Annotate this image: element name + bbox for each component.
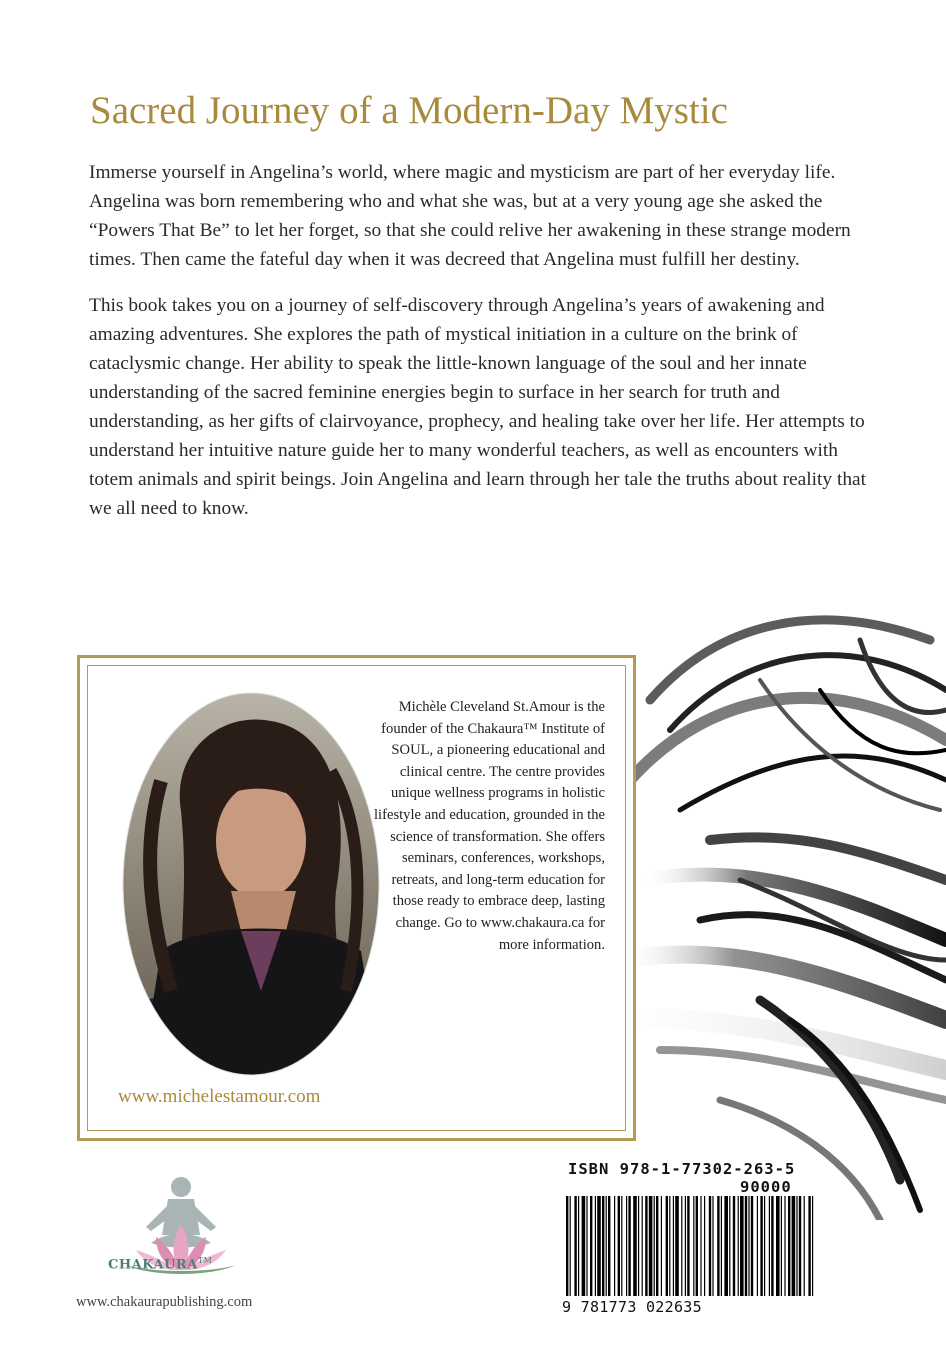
- barcode-bar: [733, 1196, 735, 1296]
- barcode-bar: [638, 1196, 639, 1296]
- blurb-paragraph-1: Immerse yourself in Angelina’s world, where magic and mysticism are part of her everyday life. Angelina was born remembering who and what she was, but at a very young age she asked the “Powers That Be” to let her forget, so that she could relive her awakening in these strange modern times. Then came the fateful day when it was decreed that Angelina must fulfill her destiny.: [89, 162, 851, 270]
- barcode-bar: [666, 1196, 668, 1296]
- barcode-bars: [562, 1196, 816, 1300]
- barcode-bar: [595, 1196, 596, 1296]
- barcode-bar: [582, 1196, 586, 1296]
- isbn-number: ISBN 978-1-77302-263-5: [568, 1160, 796, 1178]
- author-bio: Michèle Cleveland St.Amour is the founder of the Chakaura™ Institute of SOUL, a pioneering educational and clinical centre. The centre provides unique wellness programs in holistic lifestyle and education, grounded in the science of transformation. She offers seminars, conferences, workshops, retreats, and long-term education for those ready to embrace deep, lasting change. Go to www.chakaura.ca for more information.: [374, 699, 605, 953]
- barcode-bar: [712, 1196, 713, 1296]
- barcode-bar: [621, 1196, 622, 1296]
- barcode-bar: [586, 1196, 587, 1296]
- barcode-bar: [606, 1196, 607, 1296]
- barcode-bar: [717, 1196, 719, 1296]
- barcode-bar: [764, 1196, 765, 1296]
- barcode-bar: [757, 1196, 758, 1296]
- barcode-bar: [645, 1196, 647, 1296]
- barcode-bar: [673, 1196, 674, 1296]
- barcode-bar: [792, 1196, 796, 1296]
- barcode-bar: [748, 1196, 749, 1296]
- barcode-bar: [633, 1196, 637, 1296]
- barcode-bar: [700, 1196, 701, 1296]
- barcode-bar: [566, 1196, 568, 1296]
- barcode-bar: [745, 1196, 747, 1296]
- barcode-bar: [661, 1196, 662, 1296]
- barcode-bar: [654, 1196, 655, 1296]
- barcode-bar: [784, 1196, 785, 1296]
- barcode-bar: [812, 1196, 813, 1296]
- barcode-bar: [740, 1196, 744, 1296]
- barcode-bar: [608, 1196, 610, 1296]
- barcode-bar: [808, 1196, 810, 1296]
- barcode-bar: [602, 1196, 604, 1296]
- barcode-bar: [626, 1196, 627, 1296]
- barcode-bar: [574, 1196, 576, 1296]
- barcode-bar: [738, 1196, 739, 1296]
- barcode-bar: [771, 1196, 773, 1296]
- barcode-bar: [687, 1196, 689, 1296]
- barcode-bar: [649, 1196, 653, 1296]
- barcode-bar: [796, 1196, 797, 1296]
- barcode-bar: [681, 1196, 682, 1296]
- barcode-bar: [704, 1196, 705, 1296]
- author-portrait: [121, 691, 381, 1077]
- barcode-bar: [721, 1196, 722, 1296]
- barcode-bar: [709, 1196, 711, 1296]
- barcode-bar: [769, 1196, 770, 1296]
- barcode-bar: [614, 1196, 615, 1296]
- barcode-bar: [685, 1196, 686, 1296]
- barcode-bar: [799, 1196, 801, 1296]
- author-box: [77, 655, 636, 1141]
- barcode-bar: [669, 1196, 670, 1296]
- price-code: 90000: [740, 1178, 792, 1196]
- barcode-bar: [578, 1196, 579, 1296]
- back-cover-blurb: [89, 158, 869, 540]
- barcode-bar: [675, 1196, 679, 1296]
- blurb-paragraph-2: This book takes you on a journey of self-discovery through Angelina’s years of awakening and amazing adventures. She explores the path of mystical initiation in a culture on the brink of cataclysmic change. Her ability to speak the little-known language of the soul and her innate understanding of the sacred feminine energies begin to surface in her search for truth and understanding, as her gifts of clairvoyance, prophecy, and healing take over her life. Her attempts to understand her intuitive nature guide her to many wonderful teachers, as well as encounters with totem animals and spirit beings. Join Angelina and learn through her tale the truths about reality that we all need to know.: [89, 295, 867, 519]
- barcode-bar: [776, 1196, 780, 1296]
- book-title: Sacred Journey of a Modern-Day Mystic: [90, 89, 728, 132]
- ean-number: 9 781773 022635: [562, 1298, 702, 1316]
- publisher-website-link[interactable]: www.chakaurapublishing.com: [76, 1294, 253, 1310]
- barcode-bar: [693, 1196, 694, 1296]
- barcode-bar: [724, 1196, 728, 1296]
- publisher-logo-text: CHAKAURA™: [108, 1256, 213, 1273]
- isbn-barcode: [562, 1158, 816, 1316]
- barcode-bar: [642, 1196, 643, 1296]
- barcode-bar: [597, 1196, 601, 1296]
- barcode-bar: [656, 1196, 658, 1296]
- barcode-bar: [781, 1196, 782, 1296]
- chakaura-lotus-logo: [96, 1165, 266, 1295]
- barcode-bar: [570, 1196, 571, 1296]
- author-website-link[interactable]: www.michelestamour.com: [118, 1086, 321, 1107]
- barcode-bar: [590, 1196, 592, 1296]
- barcode-bar: [760, 1196, 762, 1296]
- barcode-bar: [628, 1196, 630, 1296]
- barcode-bar: [751, 1196, 753, 1296]
- barcode-bar: [696, 1196, 698, 1296]
- barcode-bar: [804, 1196, 805, 1296]
- barcode-bar: [788, 1196, 790, 1296]
- barcode-bar: [729, 1196, 730, 1296]
- barcode-bar: [618, 1196, 620, 1296]
